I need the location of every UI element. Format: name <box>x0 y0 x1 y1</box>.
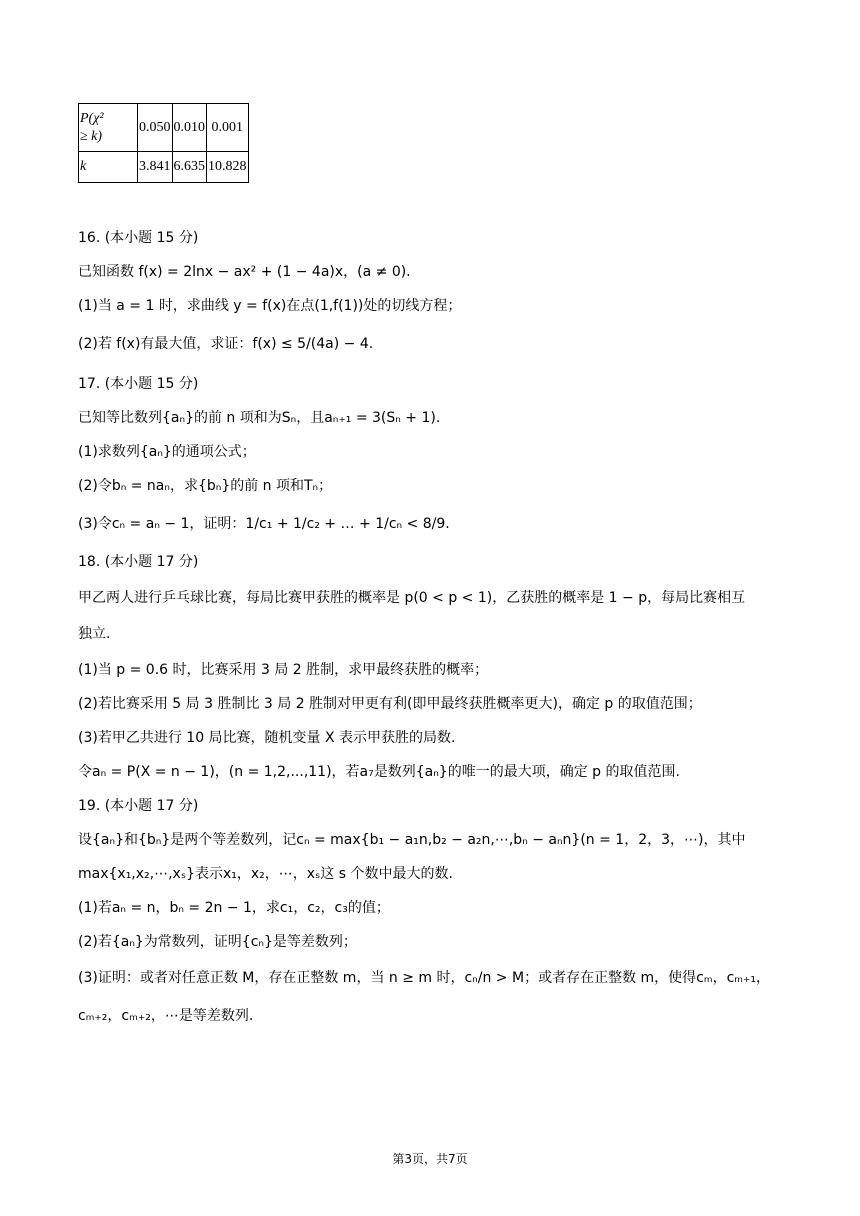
q18-part3: (3)若甲乙共进行 10 局比赛，随机变量 X 表示甲获胜的局数. <box>78 730 456 746</box>
table-cell: 0.001 <box>207 104 249 152</box>
q17-part1: (1)求数列{aₙ}的通项公式； <box>78 444 256 460</box>
table-cell: 6.635 <box>172 152 207 183</box>
probability-label-top: P(χ² <box>80 110 104 126</box>
q17-stem: 已知等比数列{aₙ}的前 n 项和为Sₙ，且aₙ₊₁ = 3(Sₙ + 1). <box>78 410 441 426</box>
q18-part2: (2)若比赛采用 5 局 3 胜制比 3 局 2 胜制对甲更有利(即甲最终获胜概率更大)，确定 p 的取值范围； <box>78 696 702 712</box>
q16-heading: 16. (本小题 15 分) <box>78 230 199 246</box>
table-row <box>79 152 249 183</box>
page-number-footer: 第3页，共7页 <box>392 1152 468 1166</box>
q18-stem-line2: 独立. <box>78 626 111 642</box>
q19-stem-line1: 设{aₙ}和{bₙ}是两个等差数列，记cₙ = max{b₁ − a₁n,b₂ − a₂n,⋯,bₙ − aₙn}(n = 1，2，3，⋯)，其中 <box>78 832 746 848</box>
q19-part1: (1)若aₙ = n，bₙ = 2n − 1，求c₁，c₂，c₃的值； <box>78 900 390 916</box>
q19-stem-line2: max{x₁,x₂,⋯,xₛ}表示x₁，x₂，⋯，xₛ这 s 个数中最大的数. <box>78 866 453 882</box>
q17-part3: (3)令cₙ = aₙ − 1，证明：1/c₁ + 1/c₂ + … + 1/cₙ < 8/9. <box>78 516 450 532</box>
probability-header-cell <box>79 104 138 152</box>
q17-part2: (2)令bₙ = naₙ，求{bₙ}的前 n 项和Tₙ； <box>78 478 333 494</box>
q16-part1: (1)当 a = 1 时，求曲线 y = f(x)在点(1,f(1))处的切线方程； <box>78 298 462 314</box>
q19-part3-line2: cₘ₊₂，cₘ₊₂，⋯是等差数列. <box>78 1008 254 1024</box>
q19-heading: 19. (本小题 17 分) <box>78 798 199 814</box>
q16-stem: 已知函数 f(x) = 2lnx − ax² + (1 − 4a)x，(a ≠ 0). <box>78 264 411 280</box>
probability-label-bottom: ≥ k) <box>80 128 103 144</box>
q19-part3-line1: (3)证明：或者对任意正数 M，存在正整数 m，当 n ≥ m 时，cₙ/n > M；或者存在正整数 m，使得cₘ，cₘ₊₁， <box>78 970 770 986</box>
table-cell: 10.828 <box>207 152 249 183</box>
q18-stem-line1: 甲乙两人进行乒乓球比赛，每局比赛甲获胜的概率是 p(0 < p < 1)，乙获胜的概率是 1 − p，每局比赛相互 <box>78 590 746 606</box>
table-cell: 3.841 <box>138 152 173 183</box>
k-label-cell: k <box>79 152 138 183</box>
q18-part1: (1)当 p = 0.6 时，比赛采用 3 局 2 胜制，求甲最终获胜的概率； <box>78 662 489 678</box>
q16-part2: (2)若 f(x)有最大值，求证：f(x) ≤ 5/(4a) − 4. <box>78 336 374 352</box>
table-row <box>79 104 249 152</box>
table-cell: 0.010 <box>172 104 207 152</box>
chi-square-critical-value-table <box>78 103 249 183</box>
q18-part3-continued: 令aₙ = P(X = n − 1)，(n = 1,2,...,11)，若a₇是数列{aₙ}的唯一的最大项，确定 p 的取值范围. <box>78 764 680 780</box>
q18-heading: 18. (本小题 17 分) <box>78 554 199 570</box>
q19-part2: (2)若{aₙ}为常数列，证明{cₙ}是等差数列； <box>78 934 357 950</box>
q17-heading: 17. (本小题 15 分) <box>78 376 199 392</box>
table-cell: 0.050 <box>138 104 173 152</box>
